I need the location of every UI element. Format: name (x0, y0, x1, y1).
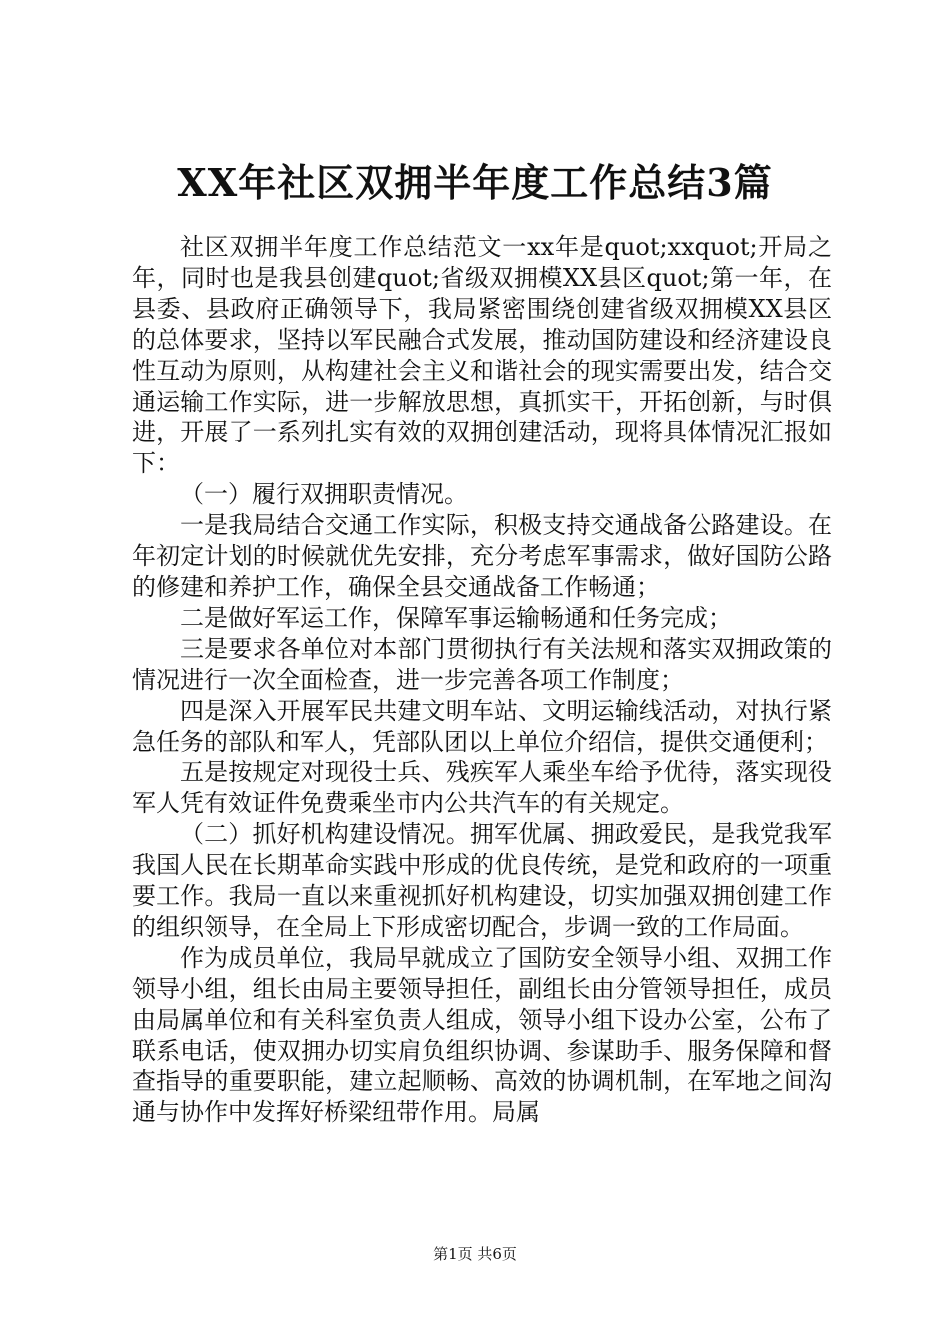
paragraph-section-2: （二）抓好机构建设情况。拥军优属、拥政爱民，是我党我军我国人民在长期革命实践中形成的优良传统，是党和政府的一项重要工作。我局一直以来重视抓好机构建设，切实加强双拥创建工作的组织领导，在全局上下形成密切配合，步调一致的工作局面。 (132, 820, 832, 941)
paragraph-item-2: 二是做好军运工作，保障军事运输畅通和任务完成； (180, 603, 732, 632)
paragraph-organization: 作为成员单位，我局早就成立了国防安全领导小组、双拥工作领导小组，组长由局主要领导担任，副组长由分管领导担任，成员由局属单位和有关科室负责人组成，领导小组下设办公室，公布了联系电话，使双拥办切实肩负组织协调、参谋助手、服务保障和督查指导的重要职能，建立起顺畅、高效的协调机制，在军地之间沟通与协作中发挥好桥梁纽带作用。局属 (132, 943, 832, 1127)
paragraph-item-5: 五是按规定对现役士兵、残疾军人乘坐车给予优待，落实现役军人凭有效证件免费乘坐市内公共汽车的有关规定。 (132, 758, 832, 818)
paragraph-section-1-heading: （一）履行双拥职责情况。 (180, 480, 468, 509)
page-number-footer: 第1页 共6页 (433, 1245, 517, 1263)
paragraph-item-1: 一是我局结合交通工作实际，积极支持交通战备公路建设。在年初定计划的时候就优先安排，充分考虑军事需求，做好国防公路的修建和养护工作，确保全县交通战备工作畅通； (132, 511, 832, 601)
paragraph-item-4: 四是深入开展军民共建文明车站、文明运输线活动，对执行紧急任务的部队和军人，凭部队团以上单位介绍信，提供交通便利； (132, 696, 832, 756)
paragraph-intro: 社区双拥半年度工作总结范文一xx年是quot;xxquot;开局之年，同时也是我县创建quot;省级双拥模XX县区quot;第一年，在县委、县政府正确领导下，我局紧密围绕创建省级双拥模XX县区的总体要求，坚持以军民融合式发展，推动国防建设和经济建设良性互动为原则，从构建社会主义和谐社会的现实需要出发，结合交通运输工作实际，进一步解放思想，真抓实干，开拓创新，与时俱进，开展了一系列扎实有效的双拥创建活动，现将具体情况汇报如下： (132, 233, 832, 478)
paragraph-item-3: 三是要求各单位对本部门贯彻执行有关法规和落实双拥政策的情况进行一次全面检查，进一步完善各项工作制度； (132, 634, 832, 694)
document-body (132, 232, 832, 1128)
document-title: XX年社区双拥半年度工作总结3篇 (177, 160, 773, 205)
